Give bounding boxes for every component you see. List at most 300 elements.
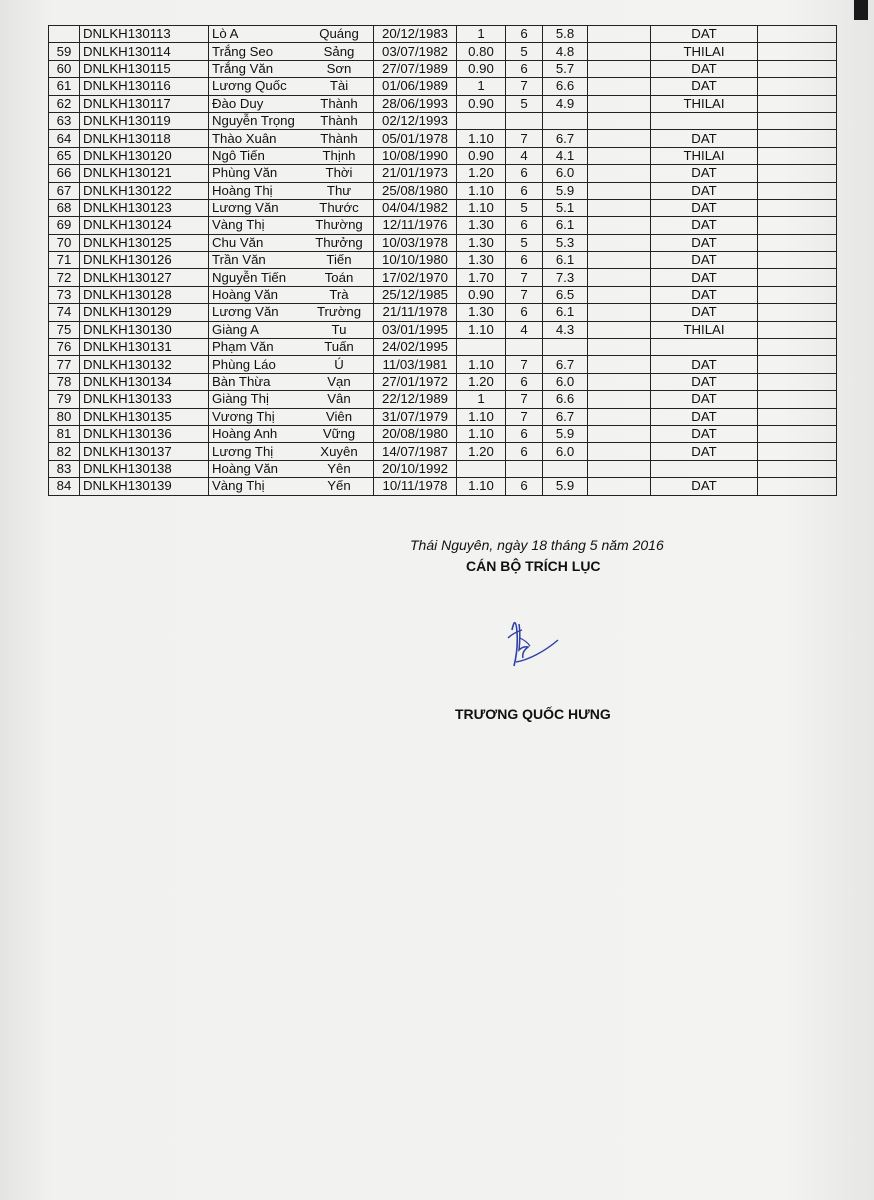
score-2: 4 xyxy=(506,147,543,164)
date-of-birth: 02/12/1993 xyxy=(374,112,457,129)
score-2: 4 xyxy=(506,321,543,338)
score-1: 0.90 xyxy=(457,286,506,303)
row-number: 61 xyxy=(49,78,80,95)
date-of-birth: 10/11/1978 xyxy=(374,478,457,495)
first-name: Trường xyxy=(305,304,374,321)
student-code: DNLKH130139 xyxy=(80,478,209,495)
student-code: DNLKH130120 xyxy=(80,147,209,164)
score-2: 7 xyxy=(506,356,543,373)
score-1: 1 xyxy=(457,78,506,95)
last-name: Bàn Thừa xyxy=(209,373,306,390)
note-cell xyxy=(758,460,837,477)
result-cell: DAT xyxy=(651,478,758,495)
row-number: 68 xyxy=(49,199,80,216)
result-cell: DAT xyxy=(651,199,758,216)
empty-cell xyxy=(588,78,651,95)
first-name: Sảng xyxy=(305,43,374,60)
average-score: 6.1 xyxy=(543,252,588,269)
note-cell xyxy=(758,373,837,390)
student-code: DNLKH130128 xyxy=(80,286,209,303)
score-1: 1.10 xyxy=(457,130,506,147)
table-row xyxy=(49,95,837,112)
table-row xyxy=(49,26,837,43)
score-2: 6 xyxy=(506,60,543,77)
first-name: Thước xyxy=(305,199,374,216)
student-code: DNLKH130113 xyxy=(80,26,209,43)
row-number: 70 xyxy=(49,234,80,251)
last-name: Giàng A xyxy=(209,321,306,338)
table-row xyxy=(49,425,837,442)
row-number: 81 xyxy=(49,425,80,442)
table-row xyxy=(49,443,837,460)
empty-cell xyxy=(588,373,651,390)
row-number: 76 xyxy=(49,339,80,356)
last-name: Nguyễn Trọng xyxy=(209,112,306,129)
result-cell: DAT xyxy=(651,234,758,251)
average-score: 6.0 xyxy=(543,373,588,390)
score-1: 1.10 xyxy=(457,356,506,373)
row-number: 78 xyxy=(49,373,80,390)
score-2: 6 xyxy=(506,304,543,321)
row-number: 67 xyxy=(49,182,80,199)
average-score: 6.7 xyxy=(543,356,588,373)
last-name: Chu Văn xyxy=(209,234,306,251)
student-code: DNLKH130129 xyxy=(80,304,209,321)
note-cell xyxy=(758,356,837,373)
result-cell: DAT xyxy=(651,304,758,321)
empty-cell xyxy=(588,269,651,286)
row-number: 73 xyxy=(49,286,80,303)
row-number: 63 xyxy=(49,112,80,129)
empty-cell xyxy=(588,460,651,477)
empty-cell xyxy=(588,443,651,460)
score-1 xyxy=(457,339,506,356)
empty-cell xyxy=(588,478,651,495)
row-number: 72 xyxy=(49,269,80,286)
result-cell: DAT xyxy=(651,391,758,408)
empty-cell xyxy=(588,234,651,251)
note-cell xyxy=(758,43,837,60)
average-score: 5.9 xyxy=(543,478,588,495)
table-row xyxy=(49,460,837,477)
score-2: 6 xyxy=(506,443,543,460)
score-2 xyxy=(506,339,543,356)
student-code: DNLKH130135 xyxy=(80,408,209,425)
average-score: 6.0 xyxy=(543,165,588,182)
result-cell: THILAI xyxy=(651,321,758,338)
row-number: 64 xyxy=(49,130,80,147)
score-1: 0.80 xyxy=(457,43,506,60)
student-code: DNLKH130124 xyxy=(80,217,209,234)
average-score: 4.1 xyxy=(543,147,588,164)
row-number: 74 xyxy=(49,304,80,321)
date-of-birth: 12/11/1976 xyxy=(374,217,457,234)
first-name: Vững xyxy=(305,425,374,442)
first-name: Thư xyxy=(305,182,374,199)
average-score xyxy=(543,460,588,477)
table-row xyxy=(49,252,837,269)
result-cell: DAT xyxy=(651,217,758,234)
first-name: Thành xyxy=(305,112,374,129)
date-of-birth: 10/10/1980 xyxy=(374,252,457,269)
average-score: 6.6 xyxy=(543,78,588,95)
date-of-birth: 21/01/1973 xyxy=(374,165,457,182)
date-of-birth: 10/03/1978 xyxy=(374,234,457,251)
first-name: Vân xyxy=(305,391,374,408)
average-score: 7.3 xyxy=(543,269,588,286)
last-name: Hoàng Văn xyxy=(209,460,306,477)
last-name: Trần Văn xyxy=(209,252,306,269)
score-1: 0.90 xyxy=(457,95,506,112)
student-code: DNLKH130125 xyxy=(80,234,209,251)
average-score: 6.5 xyxy=(543,286,588,303)
score-1 xyxy=(457,460,506,477)
student-code: DNLKH130134 xyxy=(80,373,209,390)
last-name: Hoàng Anh xyxy=(209,425,306,442)
table-row xyxy=(49,147,837,164)
score-1: 0.90 xyxy=(457,147,506,164)
average-score: 4.8 xyxy=(543,43,588,60)
last-name: Đào Duy xyxy=(209,95,306,112)
date-of-birth: 11/03/1981 xyxy=(374,356,457,373)
result-cell: DAT xyxy=(651,425,758,442)
empty-cell xyxy=(588,286,651,303)
officer-title: CÁN BỘ TRÍCH LỤC xyxy=(466,558,601,574)
empty-cell xyxy=(588,60,651,77)
first-name: Thường xyxy=(305,217,374,234)
table-row xyxy=(49,478,837,495)
table-row xyxy=(49,269,837,286)
score-2: 6 xyxy=(506,425,543,442)
first-name: Sơn xyxy=(305,60,374,77)
first-name: Thịnh xyxy=(305,147,374,164)
empty-cell xyxy=(588,26,651,43)
score-1: 1.70 xyxy=(457,269,506,286)
result-cell: DAT xyxy=(651,60,758,77)
note-cell xyxy=(758,286,837,303)
row-number: 82 xyxy=(49,443,80,460)
score-1: 1.20 xyxy=(457,165,506,182)
note-cell xyxy=(758,199,837,216)
score-2: 5 xyxy=(506,43,543,60)
result-cell: DAT xyxy=(651,356,758,373)
date-of-birth: 25/08/1980 xyxy=(374,182,457,199)
result-cell xyxy=(651,460,758,477)
result-cell: THILAI xyxy=(651,147,758,164)
score-2: 6 xyxy=(506,478,543,495)
student-code: DNLKH130119 xyxy=(80,112,209,129)
student-code: DNLKH130117 xyxy=(80,95,209,112)
score-1: 1.30 xyxy=(457,304,506,321)
average-score: 6.6 xyxy=(543,391,588,408)
average-score xyxy=(543,112,588,129)
average-score: 6.7 xyxy=(543,130,588,147)
score-2: 7 xyxy=(506,130,543,147)
note-cell xyxy=(758,304,837,321)
average-score xyxy=(543,339,588,356)
table-row xyxy=(49,112,837,129)
result-cell: DAT xyxy=(651,373,758,390)
result-cell xyxy=(651,112,758,129)
average-score: 6.1 xyxy=(543,217,588,234)
score-2: 6 xyxy=(506,252,543,269)
result-cell: DAT xyxy=(651,443,758,460)
row-number: 79 xyxy=(49,391,80,408)
note-cell xyxy=(758,26,837,43)
first-name: Viên xyxy=(305,408,374,425)
row-number: 84 xyxy=(49,478,80,495)
average-score: 5.8 xyxy=(543,26,588,43)
empty-cell xyxy=(588,217,651,234)
first-name: Yến xyxy=(305,478,374,495)
note-cell xyxy=(758,95,837,112)
score-1: 1.10 xyxy=(457,425,506,442)
score-2: 5 xyxy=(506,199,543,216)
first-name: Quáng xyxy=(305,26,374,43)
score-2 xyxy=(506,460,543,477)
score-2: 7 xyxy=(506,286,543,303)
result-cell: THILAI xyxy=(651,95,758,112)
first-name: Thành xyxy=(305,95,374,112)
last-name: Trắng Văn xyxy=(209,60,306,77)
date-of-birth: 27/01/1972 xyxy=(374,373,457,390)
first-name: Tuấn xyxy=(305,339,374,356)
exam-results-body xyxy=(49,26,837,496)
note-cell xyxy=(758,478,837,495)
table-row xyxy=(49,408,837,425)
date-of-birth: 22/12/1989 xyxy=(374,391,457,408)
note-cell xyxy=(758,147,837,164)
table-row xyxy=(49,391,837,408)
last-name: Phạm Văn xyxy=(209,339,306,356)
score-2: 7 xyxy=(506,408,543,425)
table-row xyxy=(49,304,837,321)
first-name: Ú xyxy=(305,356,374,373)
note-cell xyxy=(758,391,837,408)
student-code: DNLKH130123 xyxy=(80,199,209,216)
student-code: DNLKH130130 xyxy=(80,321,209,338)
row-number: 77 xyxy=(49,356,80,373)
note-cell xyxy=(758,78,837,95)
score-2: 6 xyxy=(506,182,543,199)
empty-cell xyxy=(588,339,651,356)
average-score: 4.9 xyxy=(543,95,588,112)
score-2: 6 xyxy=(506,26,543,43)
note-cell xyxy=(758,165,837,182)
first-name: Tu xyxy=(305,321,374,338)
student-code: DNLKH130133 xyxy=(80,391,209,408)
note-cell xyxy=(758,443,837,460)
date-of-birth: 03/07/1982 xyxy=(374,43,457,60)
place-date: Thái Nguyên, ngày 18 tháng 5 năm 2016 xyxy=(410,537,664,553)
last-name: Lương Thị xyxy=(209,443,306,460)
empty-cell xyxy=(588,304,651,321)
student-code: DNLKH130137 xyxy=(80,443,209,460)
score-2: 6 xyxy=(506,217,543,234)
last-name: Hoàng Thị xyxy=(209,182,306,199)
row-number: 59 xyxy=(49,43,80,60)
result-cell xyxy=(651,339,758,356)
average-score: 6.7 xyxy=(543,408,588,425)
row-number: 62 xyxy=(49,95,80,112)
date-of-birth: 01/06/1989 xyxy=(374,78,457,95)
score-2: 7 xyxy=(506,269,543,286)
empty-cell xyxy=(588,356,651,373)
score-1: 1.20 xyxy=(457,443,506,460)
score-2: 5 xyxy=(506,234,543,251)
result-cell: DAT xyxy=(651,165,758,182)
score-1: 1.10 xyxy=(457,321,506,338)
date-of-birth: 20/12/1983 xyxy=(374,26,457,43)
table-row xyxy=(49,356,837,373)
table-row xyxy=(49,182,837,199)
table-row xyxy=(49,373,837,390)
note-cell xyxy=(758,217,837,234)
student-code: DNLKH130138 xyxy=(80,460,209,477)
student-code: DNLKH130121 xyxy=(80,165,209,182)
empty-cell xyxy=(588,182,651,199)
average-score: 5.1 xyxy=(543,199,588,216)
score-1: 1 xyxy=(457,391,506,408)
score-2: 7 xyxy=(506,78,543,95)
score-1: 1 xyxy=(457,26,506,43)
empty-cell xyxy=(588,391,651,408)
note-cell xyxy=(758,252,837,269)
student-code: DNLKH130126 xyxy=(80,252,209,269)
average-score: 4.3 xyxy=(543,321,588,338)
student-code: DNLKH130115 xyxy=(80,60,209,77)
note-cell xyxy=(758,130,837,147)
result-cell: DAT xyxy=(651,182,758,199)
last-name: Vàng Thị xyxy=(209,478,306,495)
table-row xyxy=(49,234,837,251)
empty-cell xyxy=(588,112,651,129)
score-1: 1.10 xyxy=(457,478,506,495)
result-cell: DAT xyxy=(651,130,758,147)
last-name: Vương Thị xyxy=(209,408,306,425)
average-score: 5.9 xyxy=(543,182,588,199)
first-name: Trà xyxy=(305,286,374,303)
table-row xyxy=(49,199,837,216)
table-row xyxy=(49,165,837,182)
date-of-birth: 17/02/1970 xyxy=(374,269,457,286)
date-of-birth: 20/08/1980 xyxy=(374,425,457,442)
date-of-birth: 10/08/1990 xyxy=(374,147,457,164)
first-name: Vạn xyxy=(305,373,374,390)
average-score: 5.7 xyxy=(543,60,588,77)
result-cell: DAT xyxy=(651,269,758,286)
date-of-birth: 28/06/1993 xyxy=(374,95,457,112)
note-cell xyxy=(758,425,837,442)
table-row xyxy=(49,339,837,356)
date-of-birth: 24/02/1995 xyxy=(374,339,457,356)
last-name: Lò A xyxy=(209,26,306,43)
date-of-birth: 03/01/1995 xyxy=(374,321,457,338)
student-code: DNLKH130132 xyxy=(80,356,209,373)
exam-results-table xyxy=(48,25,837,496)
score-1: 1.30 xyxy=(457,217,506,234)
empty-cell xyxy=(588,130,651,147)
note-cell xyxy=(758,182,837,199)
date-of-birth: 21/11/1978 xyxy=(374,304,457,321)
row-number: 71 xyxy=(49,252,80,269)
score-2: 5 xyxy=(506,95,543,112)
empty-cell xyxy=(588,408,651,425)
last-name: Lương Văn xyxy=(209,199,306,216)
officer-name: TRƯƠNG QUỐC HƯNG xyxy=(455,706,611,722)
first-name: Thưởng xyxy=(305,234,374,251)
score-1: 1.10 xyxy=(457,182,506,199)
row-number: 66 xyxy=(49,165,80,182)
empty-cell xyxy=(588,165,651,182)
empty-cell xyxy=(588,199,651,216)
first-name: Yên xyxy=(305,460,374,477)
date-of-birth: 05/01/1978 xyxy=(374,130,457,147)
average-score: 6.0 xyxy=(543,443,588,460)
table-row xyxy=(49,130,837,147)
row-number: 75 xyxy=(49,321,80,338)
date-of-birth: 20/10/1992 xyxy=(374,460,457,477)
last-name: Lương Quốc xyxy=(209,78,306,95)
last-name: Vàng Thị xyxy=(209,217,306,234)
date-of-birth: 25/12/1985 xyxy=(374,286,457,303)
result-cell: DAT xyxy=(651,286,758,303)
score-1: 1.10 xyxy=(457,408,506,425)
note-cell xyxy=(758,234,837,251)
first-name: Xuyên xyxy=(305,443,374,460)
student-code: DNLKH130122 xyxy=(80,182,209,199)
average-score: 5.3 xyxy=(543,234,588,251)
date-of-birth: 14/07/1987 xyxy=(374,443,457,460)
last-name: Trắng Seo xyxy=(209,43,306,60)
student-code: DNLKH130114 xyxy=(80,43,209,60)
result-cell: DAT xyxy=(651,26,758,43)
empty-cell xyxy=(588,252,651,269)
table-row xyxy=(49,321,837,338)
table-row xyxy=(49,43,837,60)
row-number: 69 xyxy=(49,217,80,234)
date-of-birth: 31/07/1979 xyxy=(374,408,457,425)
last-name: Giàng Thị xyxy=(209,391,306,408)
score-2: 6 xyxy=(506,165,543,182)
last-name: Ngô Tiến xyxy=(209,147,306,164)
first-name: Thời xyxy=(305,165,374,182)
empty-cell xyxy=(588,95,651,112)
score-2: 6 xyxy=(506,373,543,390)
score-1: 1.20 xyxy=(457,373,506,390)
note-cell xyxy=(758,112,837,129)
score-1 xyxy=(457,112,506,129)
last-name: Nguyễn Tiến xyxy=(209,269,306,286)
empty-cell xyxy=(588,321,651,338)
student-code: DNLKH130136 xyxy=(80,425,209,442)
date-of-birth: 04/04/1982 xyxy=(374,199,457,216)
empty-cell xyxy=(588,147,651,164)
last-name: Phùng Láo xyxy=(209,356,306,373)
score-2 xyxy=(506,112,543,129)
score-2: 7 xyxy=(506,391,543,408)
first-name: Tiến xyxy=(305,252,374,269)
score-1: 1.30 xyxy=(457,252,506,269)
table-row xyxy=(49,60,837,77)
row-number: 60 xyxy=(49,60,80,77)
average-score: 5.9 xyxy=(543,425,588,442)
last-name: Thào Xuân xyxy=(209,130,306,147)
table-row xyxy=(49,217,837,234)
student-code: DNLKH130116 xyxy=(80,78,209,95)
scan-corner-mark xyxy=(854,0,868,20)
row-number xyxy=(49,26,80,43)
